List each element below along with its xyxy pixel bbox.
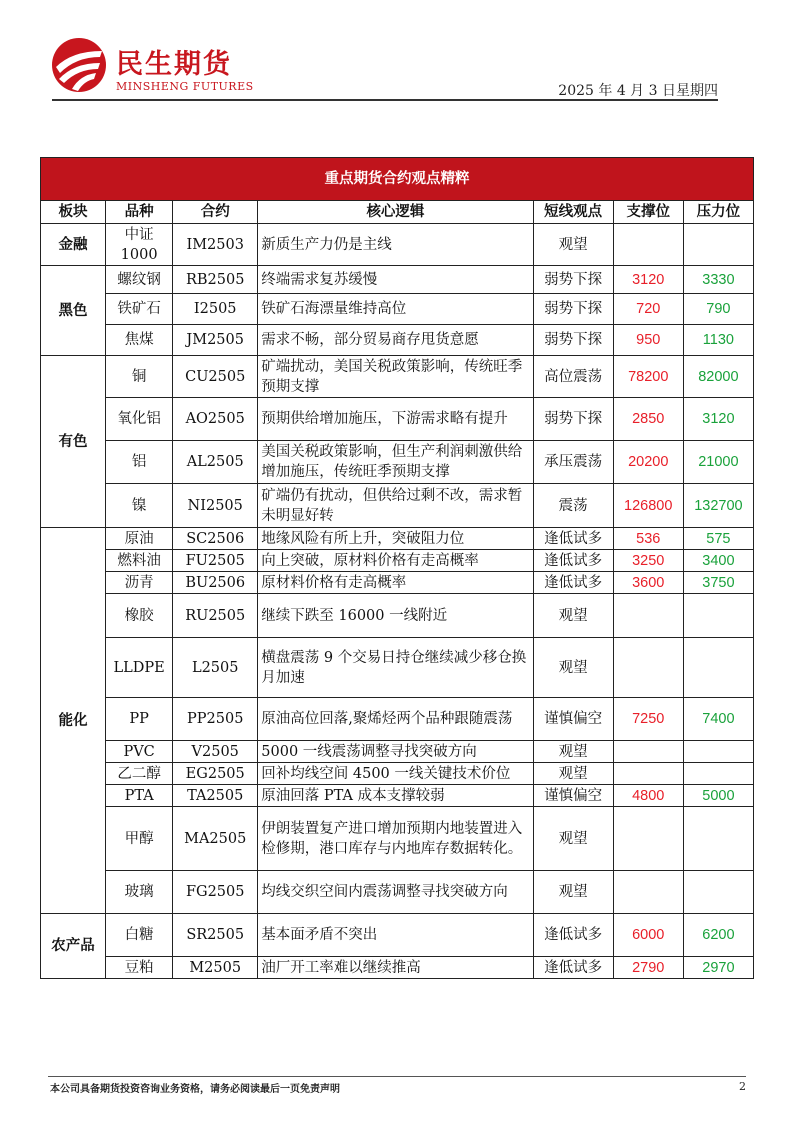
support-cell [613, 594, 683, 638]
resistance-cell: 3750 [683, 572, 753, 594]
contract-cell: M2505 [173, 957, 258, 979]
product-cell: 甲醇 [106, 807, 173, 871]
logic-cell: 新质生产力仍是主线 [258, 224, 533, 266]
logic-cell: 原油回落 PTA 成本支撑较弱 [258, 785, 533, 807]
resistance-cell: 3120 [683, 398, 753, 441]
resistance-cell: 3330 [683, 266, 753, 294]
view-cell: 观望 [533, 763, 613, 785]
table-row [41, 957, 754, 979]
product-cell: 玻璃 [106, 871, 173, 914]
column-header: 压力位 [683, 201, 753, 224]
product-cell: 白糖 [106, 914, 173, 957]
support-cell: 126800 [613, 484, 683, 528]
resistance-cell [683, 763, 753, 785]
footer-disclaimer: 本公司具备期货投资咨询业务资格，请务必阅读最后一页免责声明 [50, 1084, 340, 1095]
product-cell: LLDPE [106, 638, 173, 698]
contract-cell: CU2505 [173, 356, 258, 398]
table-row [41, 398, 754, 441]
table-row [41, 550, 754, 572]
table-row [41, 572, 754, 594]
contract-cell: EG2505 [173, 763, 258, 785]
support-cell: 536 [613, 528, 683, 550]
futures-table [40, 157, 754, 979]
logic-cell: 伊朗装置复产进口增加预期内地装置进入检修期，港口库存与内地库存数据转化。 [258, 807, 533, 871]
contract-cell: MA2505 [173, 807, 258, 871]
logic-cell: 5000 一线震荡调整寻找突破方向 [258, 741, 533, 763]
support-cell [613, 741, 683, 763]
resistance-cell [683, 594, 753, 638]
contract-cell: TA2505 [173, 785, 258, 807]
column-header: 支撑位 [613, 201, 683, 224]
resistance-cell: 2970 [683, 957, 753, 979]
resistance-cell: 790 [683, 294, 753, 325]
logic-cell: 基本面矛盾不突出 [258, 914, 533, 957]
contract-cell: BU2506 [173, 572, 258, 594]
column-header: 合约 [173, 201, 258, 224]
support-cell: 720 [613, 294, 683, 325]
view-cell: 逢低试多 [533, 550, 613, 572]
table-row [41, 224, 754, 266]
product-cell: 沥青 [106, 572, 173, 594]
table-row [41, 325, 754, 356]
product-cell: 镍 [106, 484, 173, 528]
view-cell: 逢低试多 [533, 572, 613, 594]
resistance-cell: 21000 [683, 441, 753, 484]
product-cell: 原油 [106, 528, 173, 550]
logic-cell: 终端需求复苏缓慢 [258, 266, 533, 294]
support-cell: 3250 [613, 550, 683, 572]
support-cell: 4800 [613, 785, 683, 807]
view-cell: 承压震荡 [533, 441, 613, 484]
contract-cell: RB2505 [173, 266, 258, 294]
column-header: 品种 [106, 201, 173, 224]
product-cell: PTA [106, 785, 173, 807]
contract-cell: L2505 [173, 638, 258, 698]
support-cell: 78200 [613, 356, 683, 398]
logic-cell: 铁矿石海漂量维持高位 [258, 294, 533, 325]
product-cell: 乙二醇 [106, 763, 173, 785]
sector-cell: 农产品 [41, 914, 106, 979]
product-cell: 螺纹钢 [106, 266, 173, 294]
product-cell: 豆粕 [106, 957, 173, 979]
sector-cell: 能化 [41, 528, 106, 914]
view-cell: 观望 [533, 807, 613, 871]
resistance-cell [683, 807, 753, 871]
support-cell [613, 871, 683, 914]
view-cell: 谨慎偏空 [533, 698, 613, 741]
view-cell: 逢低试多 [533, 528, 613, 550]
view-cell: 震荡 [533, 484, 613, 528]
table-row [41, 914, 754, 957]
contract-cell: FG2505 [173, 871, 258, 914]
table-header-row [41, 201, 754, 224]
contract-cell: PP2505 [173, 698, 258, 741]
resistance-cell [683, 871, 753, 914]
report-date: 2025 年 4 月 3 日星期四 [558, 83, 718, 99]
product-cell: 铜 [106, 356, 173, 398]
resistance-cell: 7400 [683, 698, 753, 741]
table-row [41, 871, 754, 914]
column-header: 核心逻辑 [258, 201, 533, 224]
view-cell: 弱势下探 [533, 325, 613, 356]
logic-cell: 横盘震荡 9 个交易日持仓继续减少移仓换月加速 [258, 638, 533, 698]
resistance-cell [683, 638, 753, 698]
sector-cell: 有色 [41, 356, 106, 528]
support-cell: 2790 [613, 957, 683, 979]
brand-name: 民生期货 [116, 49, 232, 80]
contract-cell: IM2503 [173, 224, 258, 266]
minsheng-logo-icon [50, 37, 108, 93]
contract-cell: V2505 [173, 741, 258, 763]
table-row [41, 594, 754, 638]
support-cell: 3600 [613, 572, 683, 594]
contract-cell: SC2506 [173, 528, 258, 550]
table-row [41, 528, 754, 550]
logic-cell: 向上突破，原材料价格有走高概率 [258, 550, 533, 572]
footer-divider [48, 1076, 746, 1077]
view-cell: 观望 [533, 871, 613, 914]
product-cell: 铁矿石 [106, 294, 173, 325]
table-row [41, 763, 754, 785]
resistance-cell [683, 224, 753, 266]
logic-cell: 均线交织空间内震荡调整寻找突破方向 [258, 871, 533, 914]
logic-cell: 原材料价格有走高概率 [258, 572, 533, 594]
product-cell: PP [106, 698, 173, 741]
view-cell: 逢低试多 [533, 914, 613, 957]
view-cell: 观望 [533, 594, 613, 638]
contract-cell: I2505 [173, 294, 258, 325]
contract-cell: FU2505 [173, 550, 258, 572]
sector-cell: 黑色 [41, 266, 106, 356]
contract-cell: RU2505 [173, 594, 258, 638]
resistance-cell: 3400 [683, 550, 753, 572]
logic-cell: 继续下跌至 16000 一线附近 [258, 594, 533, 638]
product-cell: 铝 [106, 441, 173, 484]
table-title: 重点期货合约观点精粹 [41, 158, 754, 201]
support-cell [613, 638, 683, 698]
column-header: 短线观点 [533, 201, 613, 224]
product-cell: PVC [106, 741, 173, 763]
view-cell: 观望 [533, 638, 613, 698]
table-row [41, 484, 754, 528]
support-cell [613, 807, 683, 871]
product-cell: 焦煤 [106, 325, 173, 356]
view-cell: 谨慎偏空 [533, 785, 613, 807]
column-header: 板块 [41, 201, 106, 224]
logic-cell: 美国关税政策影响，但生产利润刺激供给增加施压，传统旺季预期支撑 [258, 441, 533, 484]
logic-cell: 矿端仍有扰动，但供给过剩不改，需求暂未明显好转 [258, 484, 533, 528]
contract-cell: AL2505 [173, 441, 258, 484]
view-cell: 逢低试多 [533, 957, 613, 979]
header-divider [52, 99, 718, 101]
table-row [41, 356, 754, 398]
logic-cell: 需求不畅，部分贸易商存甩货意愿 [258, 325, 533, 356]
table-row [41, 294, 754, 325]
resistance-cell: 6200 [683, 914, 753, 957]
contract-cell: SR2505 [173, 914, 258, 957]
resistance-cell: 132700 [683, 484, 753, 528]
table-row [41, 638, 754, 698]
support-cell: 20200 [613, 441, 683, 484]
logic-cell: 原油高位回落,聚烯烃两个品种跟随震荡 [258, 698, 533, 741]
sector-cell: 金融 [41, 224, 106, 266]
view-cell: 弱势下探 [533, 266, 613, 294]
logic-cell: 矿端扰动，美国关税政策影响，传统旺季预期支撑 [258, 356, 533, 398]
table-row [41, 807, 754, 871]
support-cell [613, 763, 683, 785]
product-cell: 氧化铝 [106, 398, 173, 441]
resistance-cell: 1130 [683, 325, 753, 356]
table-row [41, 785, 754, 807]
table-row [41, 441, 754, 484]
product-cell: 橡胶 [106, 594, 173, 638]
page-number: 2 [739, 1080, 746, 1093]
support-cell: 950 [613, 325, 683, 356]
product-cell: 中证1000 [106, 224, 173, 266]
logic-cell: 地缘风险有所上升，突破阻力位 [258, 528, 533, 550]
support-cell: 3120 [613, 266, 683, 294]
support-cell: 7250 [613, 698, 683, 741]
product-cell: 燃料油 [106, 550, 173, 572]
view-cell: 弱势下探 [533, 294, 613, 325]
table-row [41, 741, 754, 763]
table-row [41, 698, 754, 741]
support-cell: 6000 [613, 914, 683, 957]
logic-cell: 回补均线空间 4500 一线关键技术价位 [258, 763, 533, 785]
table-row [41, 266, 754, 294]
support-cell: 2850 [613, 398, 683, 441]
contract-cell: JM2505 [173, 325, 258, 356]
logic-cell: 预期供给增加施压，下游需求略有提升 [258, 398, 533, 441]
view-cell: 高位震荡 [533, 356, 613, 398]
resistance-cell: 575 [683, 528, 753, 550]
view-cell: 观望 [533, 741, 613, 763]
contract-cell: NI2505 [173, 484, 258, 528]
resistance-cell: 82000 [683, 356, 753, 398]
view-cell: 观望 [533, 224, 613, 266]
support-cell [613, 224, 683, 266]
table-body [41, 224, 754, 979]
logic-cell: 油厂开工率难以继续推高 [258, 957, 533, 979]
resistance-cell [683, 741, 753, 763]
brand-name-en: MINSHENG FUTURES [116, 80, 254, 93]
contract-cell: AO2505 [173, 398, 258, 441]
view-cell: 弱势下探 [533, 398, 613, 441]
resistance-cell: 5000 [683, 785, 753, 807]
